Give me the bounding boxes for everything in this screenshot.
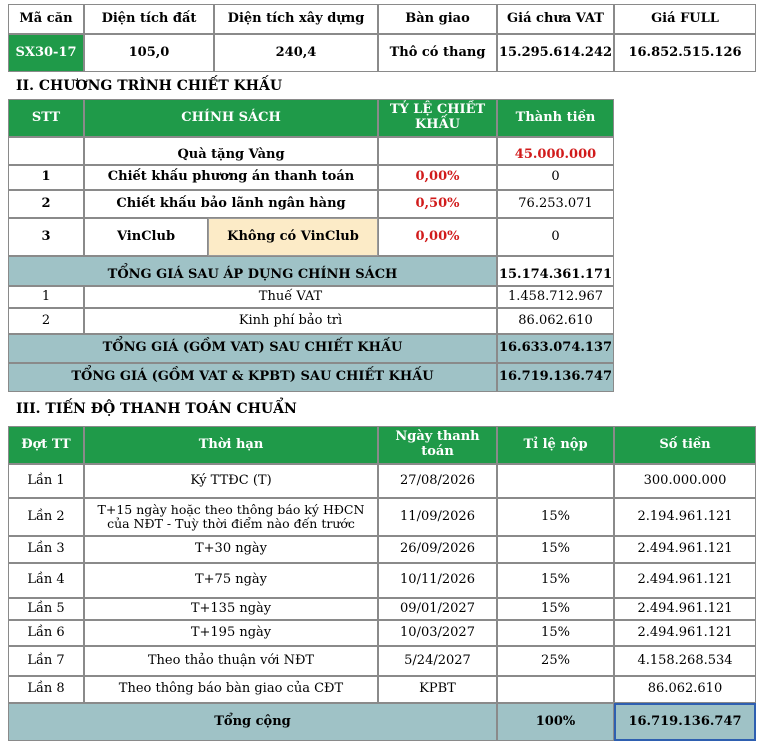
payment-row-6-term[interactable]: T+195 ngày bbox=[84, 620, 378, 646]
total-after-policy-amount[interactable]: 15.174.361.171 bbox=[497, 256, 614, 286]
payment-row-1-date[interactable]: 27/08/2026 bbox=[378, 464, 497, 498]
gift-stt-cell[interactable] bbox=[8, 137, 84, 165]
payment-row-3-term[interactable]: T+30 ngày bbox=[84, 536, 378, 563]
build-area-cell[interactable]: 240,4 bbox=[214, 34, 378, 72]
discount-row-1-stt[interactable]: 1 bbox=[8, 165, 84, 190]
payment-row-2-term[interactable]: T+15 ngày hoặc theo thông báo ký HĐCN của NĐT - Tuỳ thời điểm nào đến trước bbox=[84, 498, 378, 536]
payment-row-1-amount[interactable]: 300.000.000 bbox=[614, 464, 756, 498]
payment-row-7-date[interactable]: 5/24/2027 bbox=[378, 646, 497, 676]
payment-row-1-term[interactable]: Ký TTĐC (T) bbox=[84, 464, 378, 498]
total-incl-vat-label[interactable]: TỔNG GIÁ (GỒM VAT) SAU CHIẾT KHẤU bbox=[8, 334, 497, 363]
payment-row-4-term[interactable]: T+75 ngày bbox=[84, 563, 378, 598]
payment-row-6-rate[interactable]: 15% bbox=[497, 620, 614, 646]
total-incl-vat-kpbt-amount[interactable]: 16.719.136.747 bbox=[497, 363, 614, 392]
payment-header-term[interactable]: Thời hạn bbox=[84, 426, 378, 464]
payment-row-1-rate[interactable] bbox=[497, 464, 614, 498]
payment-row-2-amount[interactable]: 2.194.961.121 bbox=[614, 498, 756, 536]
section-discount-title: II. CHƯƠNG TRÌNH CHIẾT KHẤU bbox=[16, 78, 283, 94]
gift-label-cell[interactable]: Quà tặng Vàng bbox=[84, 137, 378, 165]
header-handover[interactable]: Bàn giao bbox=[378, 4, 497, 34]
payment-total-label[interactable]: Tổng cộng bbox=[8, 703, 497, 741]
vinclub-rate-cell[interactable]: 0,00% bbox=[378, 218, 497, 256]
payment-total-rate[interactable]: 100% bbox=[497, 703, 614, 741]
handover-cell[interactable]: Thô có thang bbox=[378, 34, 497, 72]
payment-row-3-date[interactable]: 26/09/2026 bbox=[378, 536, 497, 563]
fee-row-2-stt[interactable]: 2 bbox=[8, 308, 84, 334]
total-incl-vat-amount[interactable]: 16.633.074.137 bbox=[497, 334, 614, 363]
payment-row-5-date[interactable]: 09/01/2027 bbox=[378, 598, 497, 620]
payment-row-3-rate[interactable]: 15% bbox=[497, 536, 614, 563]
total-after-policy-label[interactable]: TỔNG GIÁ SAU ÁP DỤNG CHÍNH SÁCH bbox=[8, 256, 497, 286]
payment-row-8-rate[interactable] bbox=[497, 676, 614, 703]
gift-amount-cell[interactable]: 45.000.000 bbox=[497, 137, 614, 165]
payment-row-2-date[interactable]: 11/09/2026 bbox=[378, 498, 497, 536]
payment-row-4-amount[interactable]: 2.494.961.121 bbox=[614, 563, 756, 598]
vinclub-option-dropdown[interactable]: Không có VinClub bbox=[208, 218, 378, 256]
payment-row-8-term[interactable]: Theo thông báo bàn giao của CĐT bbox=[84, 676, 378, 703]
payment-row-1-phase[interactable]: Lần 1 bbox=[8, 464, 84, 498]
discount-row-2-rate[interactable]: 0,50% bbox=[378, 190, 497, 218]
payment-row-5-amount[interactable]: 2.494.961.121 bbox=[614, 598, 756, 620]
discount-row-2-amount[interactable]: 76.253.071 bbox=[497, 190, 614, 218]
payment-row-8-amount[interactable]: 86.062.610 bbox=[614, 676, 756, 703]
fee-row-1-amount[interactable]: 1.458.712.967 bbox=[497, 286, 614, 308]
payment-row-4-date[interactable]: 10/11/2026 bbox=[378, 563, 497, 598]
fee-row-2-label[interactable]: Kinh phí bảo trì bbox=[84, 308, 497, 334]
payment-row-4-phase[interactable]: Lần 4 bbox=[8, 563, 84, 598]
payment-row-6-phase[interactable]: Lần 6 bbox=[8, 620, 84, 646]
payment-header-amount[interactable]: Số tiền bbox=[614, 426, 756, 464]
discount-header-policy[interactable]: CHÍNH SÁCH bbox=[84, 99, 378, 137]
discount-row-2-stt[interactable]: 2 bbox=[8, 190, 84, 218]
payment-row-7-rate[interactable]: 25% bbox=[497, 646, 614, 676]
discount-row-1-policy[interactable]: Chiết khấu phương án thanh toán bbox=[84, 165, 378, 190]
header-price-excl-vat[interactable]: Giá chưa VAT bbox=[497, 4, 614, 34]
payment-row-3-amount[interactable]: 2.494.961.121 bbox=[614, 536, 756, 563]
header-full-price[interactable]: Giá FULL bbox=[614, 4, 756, 34]
discount-header-rate[interactable]: TỶ LỆ CHIẾT KHẤU bbox=[378, 99, 497, 137]
section-payment-title: III. TIẾN ĐỘ THANH TOÁN CHUẨN bbox=[16, 401, 297, 417]
payment-row-5-rate[interactable]: 15% bbox=[497, 598, 614, 620]
discount-row-1-rate[interactable]: 0,00% bbox=[378, 165, 497, 190]
payment-row-6-amount[interactable]: 2.494.961.121 bbox=[614, 620, 756, 646]
payment-row-4-rate[interactable]: 15% bbox=[497, 563, 614, 598]
header-land-area[interactable]: Diện tích đất bbox=[84, 4, 214, 34]
header-build-area[interactable]: Diện tích xây dựng bbox=[214, 4, 378, 34]
payment-header-phase[interactable]: Đợt TT bbox=[8, 426, 84, 464]
payment-row-6-date[interactable]: 10/03/2027 bbox=[378, 620, 497, 646]
payment-row-7-phase[interactable]: Lần 7 bbox=[8, 646, 84, 676]
discount-header-stt[interactable]: STT bbox=[8, 99, 84, 137]
payment-row-5-phase[interactable]: Lần 5 bbox=[8, 598, 84, 620]
payment-row-2-rate[interactable]: 15% bbox=[497, 498, 614, 536]
discount-row-1-amount[interactable]: 0 bbox=[497, 165, 614, 190]
gift-rate-cell[interactable] bbox=[378, 137, 497, 165]
payment-row-2-phase[interactable]: Lần 2 bbox=[8, 498, 84, 536]
land-area-cell[interactable]: 105,0 bbox=[84, 34, 214, 72]
header-unit-code[interactable]: Mã căn bbox=[8, 4, 84, 34]
payment-row-8-phase[interactable]: Lần 8 bbox=[8, 676, 84, 703]
payment-row-7-amount[interactable]: 4.158.268.534 bbox=[614, 646, 756, 676]
vinclub-label-cell[interactable]: VinClub bbox=[84, 218, 208, 256]
payment-row-8-date[interactable]: KPBT bbox=[378, 676, 497, 703]
vinclub-amount-cell[interactable]: 0 bbox=[497, 218, 614, 256]
payment-row-5-term[interactable]: T+135 ngày bbox=[84, 598, 378, 620]
fee-row-2-amount[interactable]: 86.062.610 bbox=[497, 308, 614, 334]
payment-header-rate[interactable]: Tỉ lệ nộp bbox=[497, 426, 614, 464]
price-excl-vat-cell[interactable]: 15.295.614.242 bbox=[497, 34, 614, 72]
fee-row-1-label[interactable]: Thuế VAT bbox=[84, 286, 497, 308]
payment-row-3-phase[interactable]: Lần 3 bbox=[8, 536, 84, 563]
payment-row-7-term[interactable]: Theo thảo thuận với NĐT bbox=[84, 646, 378, 676]
vinclub-stt-cell[interactable]: 3 bbox=[8, 218, 84, 256]
fee-row-1-stt[interactable]: 1 bbox=[8, 286, 84, 308]
payment-header-date[interactable]: Ngày thanh toán bbox=[378, 426, 497, 464]
discount-header-amount[interactable]: Thành tiền bbox=[497, 99, 614, 137]
discount-row-2-policy[interactable]: Chiết khấu bảo lãnh ngân hàng bbox=[84, 190, 378, 218]
total-incl-vat-kpbt-label[interactable]: TỔNG GIÁ (GỒM VAT & KPBT) SAU CHIẾT KHẤU bbox=[8, 363, 497, 392]
payment-total-amount[interactable]: 16.719.136.747 bbox=[614, 703, 756, 741]
unit-code-cell[interactable]: SX30-17 bbox=[8, 34, 84, 72]
full-price-cell[interactable]: 16.852.515.126 bbox=[614, 34, 756, 72]
